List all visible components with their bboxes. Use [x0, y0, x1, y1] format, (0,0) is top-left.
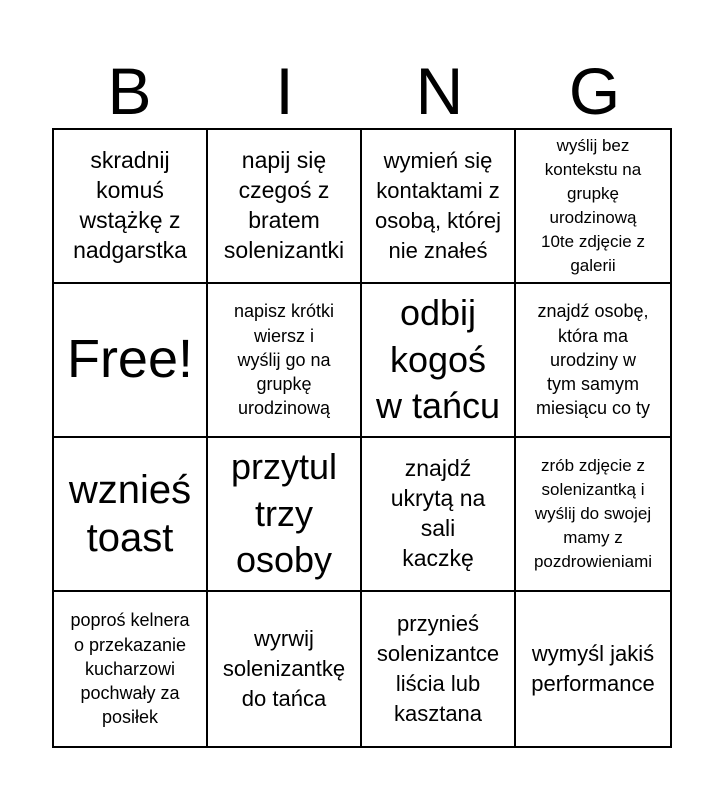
bingo-card-grid [52, 128, 672, 748]
header-letter-i: I [275, 54, 294, 128]
bingo-cell[interactable]: wymyśl jakiś performance [531, 641, 655, 696]
bingo-cell[interactable]: znajdź osobę, która ma urodziny w tym samym miesiącu co ty [516, 284, 670, 438]
free-space-cell[interactable]: Free! [54, 284, 208, 438]
header-letter-g: G [568, 54, 621, 128]
bingo-cell[interactable]: przytul trzy osoby [208, 438, 362, 592]
bingo-header [52, 50, 672, 128]
header-letter-n: N [415, 54, 464, 128]
bingo-cell[interactable]: wyślij bez kontekstu na grupkę urodzinową 10te zdjęcie z galerii [516, 130, 670, 284]
bingo-cell[interactable]: zrób zdjęcie z solenizantką i wyślij do swojej mamy z pozdrowieniami [516, 438, 670, 592]
bingo-cell[interactable]: wznieś toast [54, 438, 208, 592]
bingo-cell[interactable]: napisz krótki wiersz i wyślij go na grupkę urodzinową [208, 284, 362, 438]
bingo-cell[interactable]: skradnij komuś wstążkę z nadgarstka [54, 130, 208, 284]
bingo-cell[interactable]: przynieś solenizantce liścia lub kasztana [362, 592, 516, 746]
bingo-cell[interactable]: poproś kelnera o przekazanie kucharzowi pochwały za posiłek [54, 592, 208, 746]
bingo-cell[interactable]: znajdź ukrytą na sali kaczkę [362, 438, 516, 592]
bingo-cell[interactable]: wyrwij solenizantkę do tańca [208, 592, 362, 746]
bingo-cell[interactable]: napij się czegoś z bratem solenizantki [208, 130, 362, 284]
bingo-cell[interactable]: odbij kogoś w tańcu [362, 284, 516, 438]
bingo-cell[interactable]: wymień się kontaktami z osobą, której nie znałeś [362, 130, 516, 284]
header-letter-b: B [107, 54, 152, 128]
